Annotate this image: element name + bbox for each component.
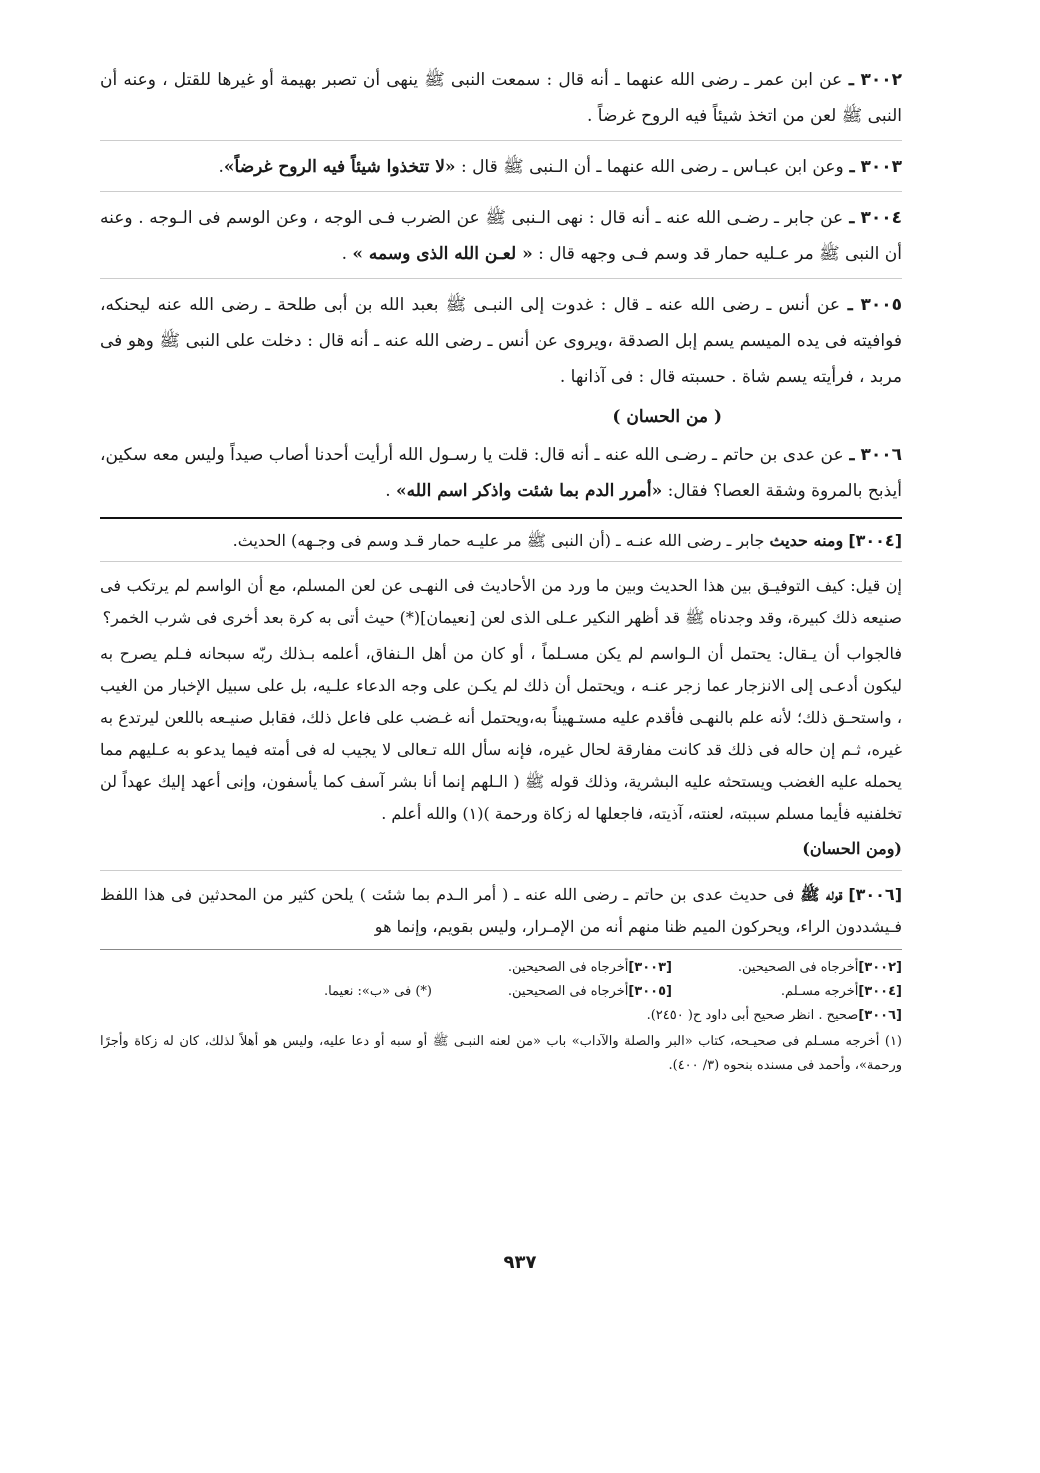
divider [100,191,902,192]
hadith-3006 [100,437,902,509]
hadith-number: ٣٠٠٢ [860,70,902,90]
section-title-hasan: ( من الحسان ) [612,407,722,427]
footnote-star [232,980,432,1004]
footnote-text: أخرجه مسـلم. [780,984,859,999]
footnote-ref: [٣٠٠٢] [858,960,902,975]
commentary-lead: قوله ﷺ [800,885,843,904]
divider [100,870,902,871]
bullet-mark: ـ [842,70,861,90]
footnote-text: أخرجاه فى الصحيحين. [507,960,629,975]
hadith-3002 [100,62,902,134]
footnote-text: أخرجاه فى الصحيحين. [737,960,859,975]
footnote-text: أخرجاه فى الصحيحين. [507,984,629,999]
hadith-text: عن جابر ـ رضـى الله عنه ـ أنه قال : نهى الـنبى ﷺ عن الضرب فـى الوجه ، وعن الوسم فى الـوجه . وعنه أن النبى ﷺ مر عـليه حمار قد وسم فـى وجهه قال : [100,208,902,264]
hadith-number: ٣٠٠٥ [860,295,903,315]
footnote-3006 [647,1004,902,1028]
footnote-3002 [672,956,902,980]
hadith-text: عن عدى بن حاتم ـ رضـى الله عنه ـ أنه قال: قلت يا رسـول الله أرأيت أحدنا أصاب صيداً وليس معه سكين، أيذبح بالمروة وشقة العصا؟ فقال: [100,445,902,501]
footnote-ref: [٣٠٠٥] [628,984,672,999]
footnote-3005 [432,980,672,1004]
bullet-mark: ـ [840,295,861,315]
hadith-3003 [100,149,902,185]
footnote-3004 [672,980,902,1004]
commentary-text: جابر ـ رضى الله عنـه ـ (أن النبى ﷺ مر عليـه حمار قـد وسم فى وجـهه) الحديث. [232,531,770,550]
bullet-mark: ـ [843,445,861,465]
hadith-text: عن ابن عمر ـ رضى الله عنهما ـ أنه قال : سمعت النبى ﷺ ينهى أن تصبر بهيمة أو غيرها للقتل ، وعنه أن النبى ﷺ لعن من اتخذ شيئاً فيه الروح غرضاً . [100,70,902,126]
hadith-3004 [100,200,902,272]
footnote-ref: [٣٠٠٦] [858,1008,902,1023]
footnote-ref: [٣٠٠٤] [858,984,902,999]
hadith-tail: . [218,157,224,177]
hadith-3005 [100,287,902,395]
hadith-text: وعن ابن عبـاس ـ رضى الله عنهما ـ أن الـنبى ﷺ قال : [455,157,844,177]
commentary-question [100,570,902,634]
commentary-3004 [100,525,902,557]
commentary-text: فى حديث عدى بن حاتم ـ رضى الله عنه ـ ( أمر الـدم بما شئت ) يلحن كثير من المحدثين فى هذا اللفظ فـيشددون الراء، ويحركون الميم ظنا منهم أنه من الإمـرار، وليس بقويم، وإنما هو [100,885,902,936]
divider [100,278,902,279]
commentary-ref: [٣٠٠٦] [848,885,902,904]
hadith-tail: . [385,481,397,501]
footnote-text: صحيح . انظر صحيح أبى داود ح( ٢٤٥٠). [646,1008,859,1023]
hadith-number: ٣٠٠٤ [860,208,902,228]
page-body [100,62,902,1078]
hadith-tail: . [341,244,353,264]
subsection-title-hasan: (ومن الحسان) [802,839,902,858]
footnotes [100,949,902,1078]
commentary-answer [100,638,902,830]
page-number: ٩٣٧ [503,1252,537,1273]
footnote-1: (١) أخرجه مسـلم فى صحيـحه، كتاب «البر والصلة والآداب» باب «من لعنه النبـى ﷺ أو سبه أو دعا عليه، وليس هو أهلاً لذلك، كان له زكاة وأجرًا ورحمة»، وأحمد فى مسنده بنحوه (٣/ ٤٠٠). [100,1034,902,1073]
bullet-mark: ـ [843,208,861,228]
hadith-text: عن أنس ـ رضى الله عنه ـ قال : غدوت إلى النبـى ﷺ بعبد الله بن أبى طلحة ـ رضى الله عنه ليحنكه، فوافيته فى يده الميسم يسم إبل الصدقة ،ويروى عن أنس ـ رضى الله عنه ـ أنه قال : دخلت على النبى ﷺ وهو فى مربد ، فرأيته يسم شاة . حسبته قال : فى آذانها . [100,295,902,387]
commentary-ref: [٣٠٠٤] [848,531,902,550]
footnote-row [100,980,902,1004]
footnote-row [100,1004,902,1028]
footnote-text: (*) فى «ب»: نعيما. [323,984,432,999]
hadith-quote: «أمرر الدم بما شئت واذكر اسم الله» [396,481,663,501]
hadith-quote: « لعـن الله الذى وسمه » [352,244,533,264]
footnote-3003 [432,956,672,980]
hadith-number: ٣٠٠٣ [860,157,902,177]
divider [100,561,902,562]
commentary-text: فالجواب أن يـقال: يحتمل أن الـواسم لم يكن مسـلماً ، أو كان من أهل الـنفاق، أعلمه بـذلك ربّه سبحانه فـلم يصرح به ليكون أدعـى إلى الانزجار عما زجر عنـه ، ويحتمل أن ذلك لم يكـن على وجه الدعاء علـيه، بل على سبيل الإخبار من الغيب ، واستحـق ذلك؛ لأنه علم بالنهـى فأقدم عليه مستـهيناً به،ويحتمل أنه غـضب على فاعل ذلك، فقابل صنيـعه باللعن ليرتدع به غيره، ثـم إن حاله فى ذلك قد كانت مفارقة لحال غيره، فإنه سأل الله تـعالى لا يجيب له فى أمته فيما يدعو به عـليهم مما يحمله عليه الغضب ويستحثه عليه البشرية، وذلك قوله ﷺ ( الـلهم إنما أنا بشر آسف كما يأسفون، وإنى أعهد إليك عهداً لن تخلفنيه فأيما مسلم سببته، لعنته، آذيته، فاجعلها له زكاة ورحمة )(١) والله أعلم . [100,644,903,823]
divider [100,140,902,141]
commentary-text: إن قيل: كيف التوفيـق بين هذا الحديث وبين ما ورد من الأحاديث فى النهـى عن لعن المسلم، مع أن الواسم لم يرتكب فى صنيعه ذلك كبيرة، وقد وجدناه ﷺ قد أظهر النكير عـلى الذى لعن [نعيمان](*) حيث أتى به كرة بعد أخرى فى شرب الخمر؟ [100,576,902,627]
hadith-number: ٣٠٠٦ [860,445,902,465]
hadith-quote: «لا تتخذوا شيئاً فيه الروح غرضاً» [223,157,456,177]
commentary-3006 [100,879,902,943]
commentary-lead: ومنه حديث [769,531,844,550]
commentary-rule [100,517,902,519]
bullet-mark: ـ [843,157,861,177]
footnote-row [100,956,902,980]
footnote-ref: [٣٠٠٣] [628,960,672,975]
